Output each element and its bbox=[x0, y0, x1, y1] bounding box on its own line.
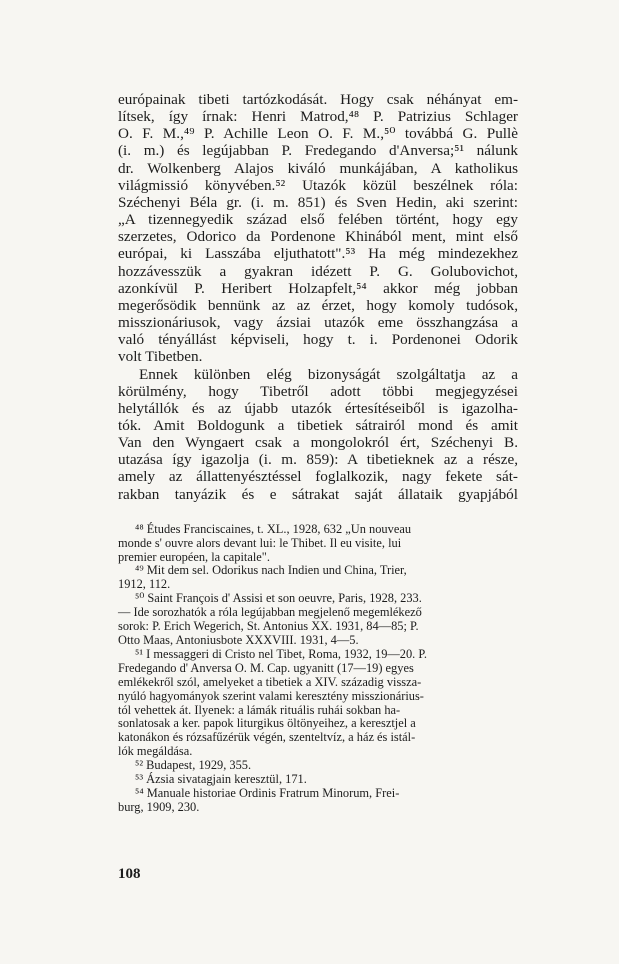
body-line: „A tizennegyedik század első felében történt, hogy egy bbox=[118, 211, 518, 229]
footnote-line: ⁵² Budapest, 1929, 355. bbox=[135, 758, 252, 773]
footnote-line: monde s' ouvre alors devant lui: le Thibet. Il eu visite, lui bbox=[118, 535, 402, 550]
footnote-line: ⁵⁴ Manuale historiae Ordinis Fratrum Minorum, Frei- bbox=[135, 785, 400, 800]
body-line: Ennek különben elég bizonyságát szolgáltatja az a bbox=[139, 365, 518, 383]
body-line: körülmény, hogy Tibetről adott többi megjegyzései bbox=[118, 382, 518, 400]
body-line: európainak tibeti tartózkodását. Hogy csak néhányat em- bbox=[118, 91, 518, 108]
footnote-line: lók megáldása. bbox=[118, 744, 193, 759]
footnote-line: ⁵⁰ Saint François d' Assisi et son oeuvre, Paris, 1928, 233. bbox=[135, 591, 422, 606]
body-line: misszionáriusok, vagy ázsiai utazók eme összhangzása a bbox=[118, 314, 518, 332]
body-line: Széchenyi Béla gr. (i. m. 851) és Sven Hedin, aki szerint: bbox=[118, 193, 518, 211]
body-line: utazása így igazolja (i. m. 859): A tibetieknek az a része, bbox=[118, 451, 518, 469]
body-line: volt Tibetben. bbox=[118, 348, 203, 366]
page bbox=[118, 91, 518, 815]
body-line: amely az állattenyésztéssel foglalkozik, nagy fekete sát- bbox=[118, 468, 518, 486]
body-line: O. F. M.,⁴⁹ P. Achille Leon O. F. M.,⁵⁰ továbbá G. Pullè bbox=[118, 125, 518, 143]
body-line: világmissió könyvében.⁵² Utazók közül beszélnek róla: bbox=[118, 176, 518, 194]
footnote-line: ⁵³ Ázsia sivatagjain keresztül, 171. bbox=[135, 772, 307, 787]
footnote-line: burg, 1909, 230. bbox=[118, 799, 200, 814]
footnote-line: ⁴⁸ Études Franciscaines, t. XL., 1928, 632 „Un nouveau bbox=[135, 521, 412, 536]
footnotes bbox=[118, 523, 518, 815]
footnote-line: premier européen, la capitale". bbox=[118, 549, 270, 564]
footnote-line: tól vehettek át. Ilyenek: a lámák rituális ruhái sokban ha- bbox=[118, 702, 401, 717]
body-line: rakban tanyázik és e sátrakat saját állataik gyapjából bbox=[118, 485, 518, 503]
body-line: tók. Amit Boldogunk a tibetiek sátrairól mond és amit bbox=[118, 416, 518, 434]
body-line: európai, ki Lasszába eljuthatott".⁵³ Ha még mindezekhez bbox=[118, 245, 518, 263]
footnote-line: katonákon és rózsafűzérük végén, szenteltvíz, a ház és istál- bbox=[118, 730, 416, 745]
footnote-line: nyúló hagyományok szerint valami keresztény misszionárius- bbox=[118, 688, 424, 703]
page-number: 108 bbox=[118, 866, 141, 882]
footnote-line: — Ide sorozhatók a róla legújabban megjelenő megemlékező bbox=[118, 605, 422, 620]
body-line: helytállók és az újabb utazók értesítéseiből is igazolha- bbox=[118, 399, 518, 417]
body-text bbox=[118, 91, 518, 503]
footnote-line: ⁵¹ I messaggeri di Cristo nel Tibet, Roma, 1932, 19—20. P. bbox=[135, 646, 427, 661]
body-line: dr. Wolkenberg Alajos kiváló munkájában, A katholikus bbox=[118, 159, 518, 177]
footnote-line: emlékekről szól, amelyeket a tibetiek a XIV. századig vissza- bbox=[118, 674, 422, 689]
body-line: megerősödik bennünk az az érzet, hogy komoly tudósok, bbox=[118, 296, 518, 314]
body-line: (i. m.) és legújabban P. Fredegando d'Anversa;⁵¹ nálunk bbox=[118, 142, 518, 160]
body-line: azonkívül P. Heribert Holzapfelt,⁵⁴ akkor még jobban bbox=[118, 279, 518, 297]
body-line: lítsek, így írnak: Henri Matrod,⁴⁸ P. Patrizius Schlager bbox=[118, 108, 518, 126]
footnote-line: 1912, 112. bbox=[118, 577, 171, 592]
footnote-line: ⁴⁹ Mit dem sel. Odorikus nach Indien und China, Trier, bbox=[135, 563, 407, 578]
body-line: szerzetes, Odorico da Pordenone Khinából ment, mint első bbox=[118, 228, 518, 246]
body-line: hozzávesszük a gyakran idézett P. G. Golubovichot, bbox=[118, 262, 518, 280]
footnote-line: sorok: P. Erich Wegerich, St. Antonius XX. 1931, 84—85; P. bbox=[118, 619, 419, 634]
footnote-line: sonlatosak a ker. papok liturgikus öltönyeihez, a keresztjel a bbox=[118, 716, 416, 731]
footnote-line: Fredegando d' Anversa O. M. Cap. ugyanitt (17—19) egyes bbox=[118, 660, 414, 675]
footnote-line: Otto Maas, Antoniusbote XXXVIII. 1931, 4—5. bbox=[118, 633, 359, 647]
body-line: való tényállást képviseli, hogy t. i. Pordenonei Odorik bbox=[118, 331, 518, 349]
body-line: Van den Wyngaert csak a mongolokról ért, Széchenyi B. bbox=[118, 434, 518, 452]
